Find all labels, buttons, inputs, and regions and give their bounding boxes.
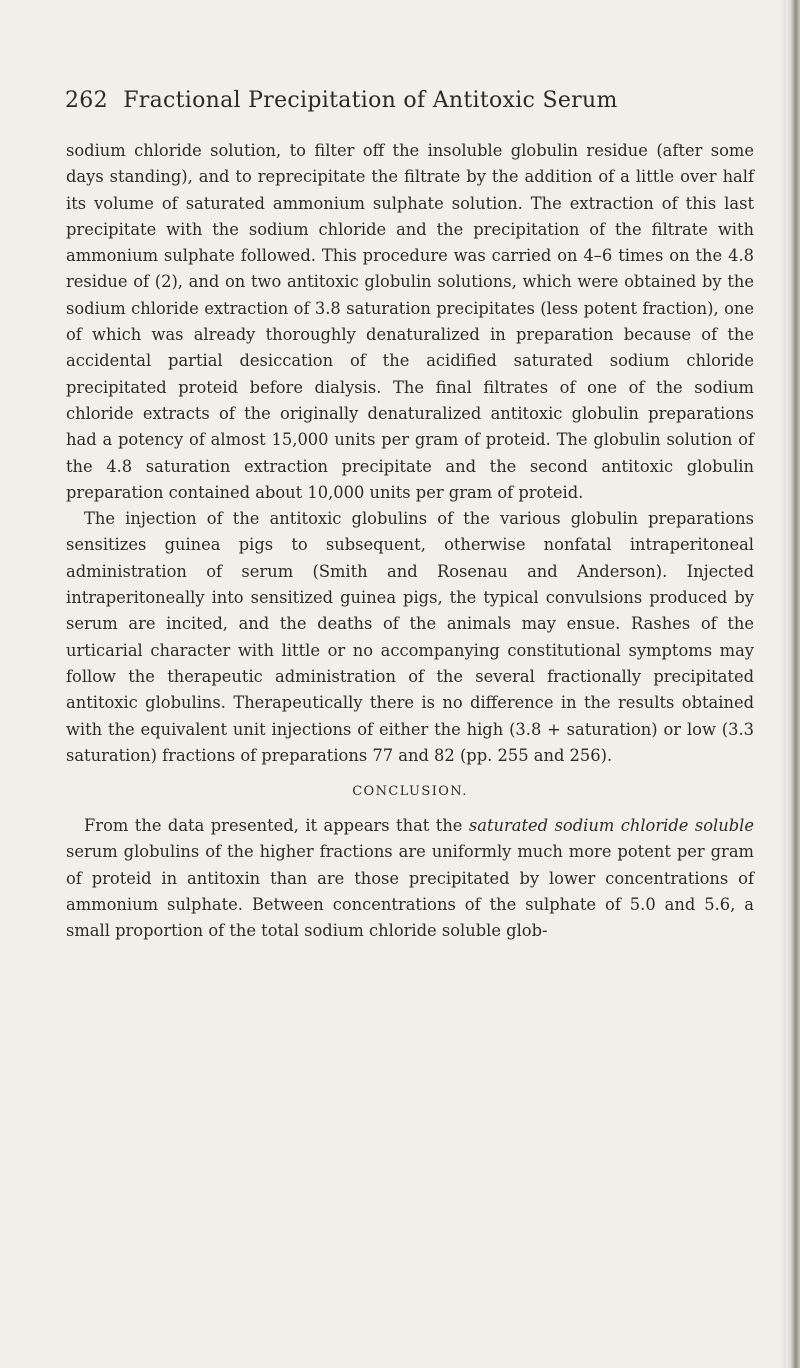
paragraph-2: The injection of the antitoxic globulins of the various globulin preparations sensitizes guinea pigs to subsequent, otherwise nonfatal intraperitoneal administration of serum (Smith and Rosenau and Anderson). Injected intraperitoneally into sensitized guinea pigs, the typical convulsions produced by serum are incited, and the deaths of the animals may ensue. Rashes of the urticarial character with little or no accompanying constitutional symptoms may follow the therapeutic administration of the several fractionally precipitated antitoxic globulins. Therapeutically there is no difference in the results obtained with the equivalent unit injections of either the high (3.8 + saturation) or low (3.3 saturation) fractions of preparations 77 and 82 (pp. 255 and 256). <box>66 509 754 765</box>
paragraph-3-italic: saturated sodium chloride soluble <box>468 816 754 836</box>
paragraph-3 <box>66 813 754 944</box>
section-title-conclusion: CONCLUSION. <box>352 784 468 800</box>
running-title: Fractional Precipitation of Antitoxic Serum <box>123 88 618 113</box>
running-header <box>65 88 765 113</box>
paragraph-3-start: From the data presented, it appears that the <box>84 816 463 836</box>
page-number: 262 <box>65 88 108 113</box>
paragraph-1: sodium chloride solution, to filter off the insoluble globulin residue (after some days standing), and to reprecipitate the filtrate by the addition of a little over half its volume of saturated ammonium sulphate solution. The extraction of this last precipitate with the sodium chloride and the precipitation of the filtrate with ammonium sulphate followed. This procedure was carried on 4–6 times on the 4.8 residue of (2), and on two antitoxic globulin solutions, which were obtained by the sodium chloride extraction of 3.8 saturation precipitates (less potent fraction), one of which was already thoroughly denaturalized in preparation because of the accidental partial desiccation of the acidified saturated sodium chloride precipitated proteid before dialysis. The final filtrates of one of the sodium chloride extracts of the originally denaturalized antitoxic globulin preparations had a potency of almost 15,000 units per gram of proteid. The globulin solution of the 4.8 saturation extraction precipitate and the second antitoxic globulin preparation contained about 10,000 units per gram of proteid. <box>66 141 754 502</box>
paragraph-3-end: serum globulins of the higher fractions are uniformly much more potent per gram of proteid in antitoxin than are those precipitated by lower concentrations of ammonium sulphate. Between concentrations of the sulphate of 5.0 and 5.6, a small proportion of the total sodium chloride soluble glob- <box>66 842 754 941</box>
page-edge <box>786 0 800 1368</box>
body-text <box>66 138 754 945</box>
